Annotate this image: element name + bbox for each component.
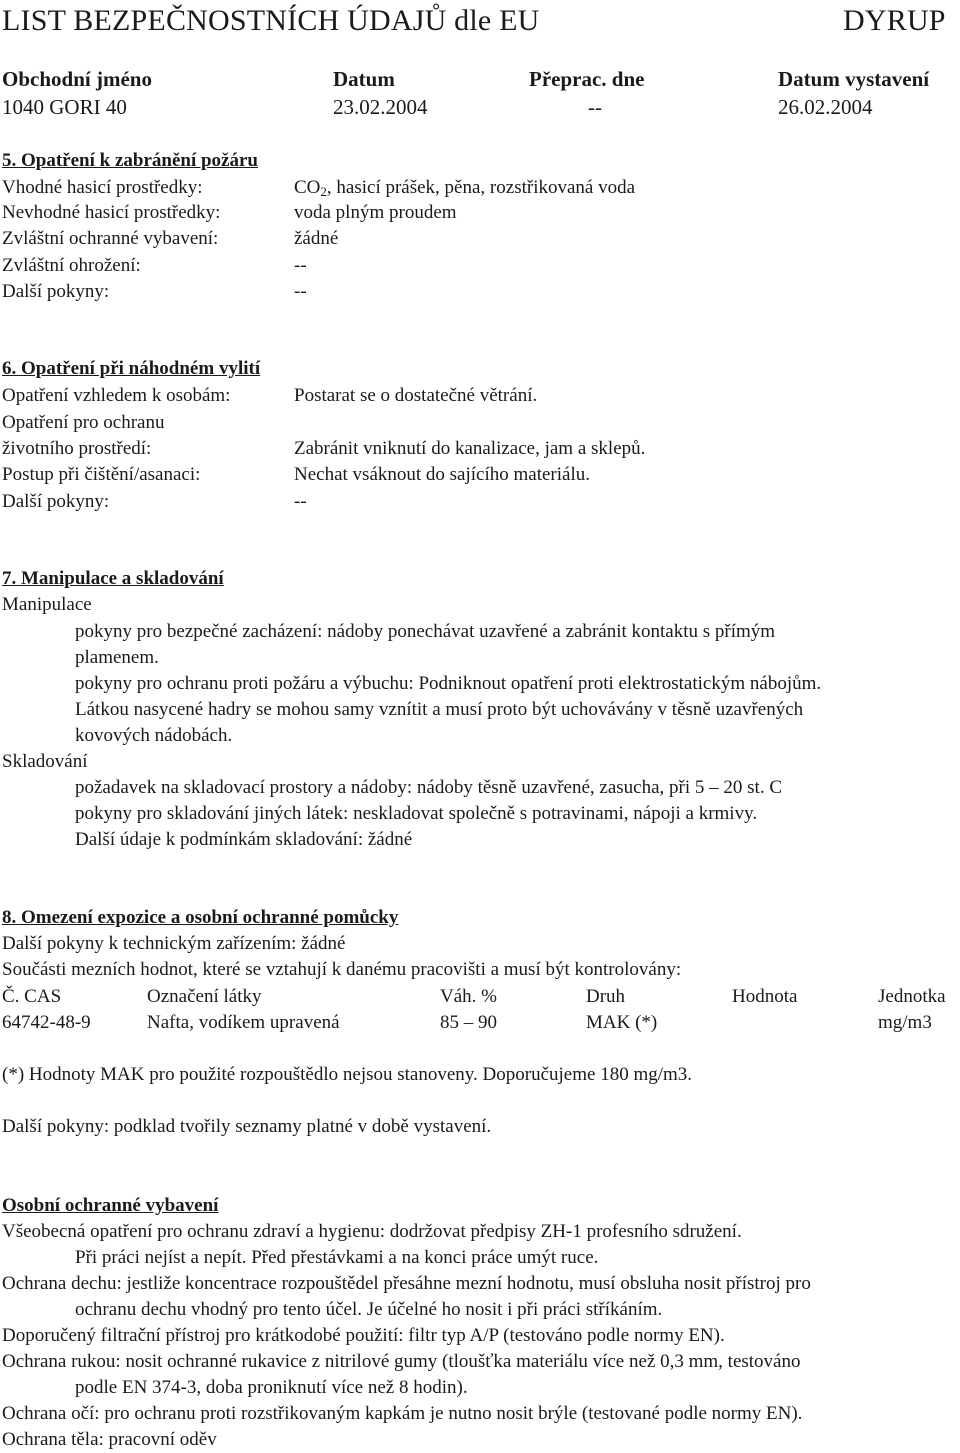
s5-row-label: Zvláštní ohrožení: — [2, 255, 141, 276]
table-header-weight: Váh. % — [440, 986, 497, 1007]
revision-date-label: Přeprac. dne — [529, 67, 645, 91]
ppe-line: Ochrana očí: pro ochranu proti rozstřikovaným kapkám je nutno nosit brýle (testované podle normy EN). — [2, 1403, 803, 1424]
section-5-heading: 5. Opatření k zabránění požáru — [2, 150, 258, 171]
s6-row-value: Zabránit vniknutí do kanalizace, jam a sklepů. — [294, 438, 646, 459]
ppe-line: ochranu dechu vhodný pro tento účel. Je účelné ho nosit i při práci stříkáním. — [75, 1299, 663, 1320]
s5-row-label: Další pokyny: — [2, 281, 110, 302]
manipulace-line: plamenem. — [75, 647, 159, 668]
s6-row-value: -- — [294, 491, 307, 512]
manipulace-line: Látkou nasycené hadry se mohou samy vznítit a musí proto být uchovávány v těsně uzavřených — [75, 699, 804, 720]
table-cell-substance: Nafta, vodíkem upravená — [147, 1012, 340, 1033]
table-cell-weight: 85 – 90 — [440, 1012, 497, 1033]
manipulace-label: Manipulace — [2, 594, 92, 615]
s5-row-value: $CO_2$, hasicí prášek, pěna, rozstřikovaná voda — [294, 177, 636, 199]
s8-line: Další pokyny k technickým zařízením: žádné — [2, 933, 346, 954]
table-header-substance: Označení látky — [147, 986, 262, 1007]
manipulace-line: kovových nádobách. — [75, 725, 233, 746]
ppe-line: podle EN 374-3, doba proniknutí více než 8 hodin). — [75, 1377, 468, 1398]
s6-row-value: Nechat vsáknout do sajícího materiálu. — [294, 464, 590, 485]
skladovani-line: požadavek na skladovací prostory a nádoby: nádoby těsně uzavřené, zasucha, při 5 – 20 st. C — [75, 777, 782, 798]
s5-row-label: Nevhodné hasicí prostředky: — [2, 202, 221, 223]
manipulace-line: pokyny pro bezpečné zacházení: nádoby ponechávat uzavřené a zabránit kontaktu s přímým — [75, 621, 776, 642]
ppe-heading: Osobní ochranné vybavení — [2, 1195, 219, 1216]
table-header-cas: Č. CAS — [2, 986, 62, 1007]
table-cell-cas: 64742-48-9 — [2, 1012, 91, 1033]
s5-row-value: žádné — [294, 228, 339, 249]
issue-date-value: 26.02.2004 — [778, 95, 873, 119]
s6-row-label: životního prostředí: — [2, 438, 152, 459]
ppe-line: Doporučený filtrační přístroj pro krátkodobé použití: filtr typ A/P (testováno podle normy EN). — [2, 1325, 725, 1346]
trade-name-label: Obchodní jméno — [2, 67, 152, 91]
s5-row-value: -- — [294, 255, 307, 276]
s5-row-label: Zvláštní ochranné vybavení: — [2, 228, 219, 249]
document-title: LIST BEZPEČNOSTNÍCH ÚDAJŮ dle EU — [2, 4, 540, 37]
s6-row-label: Postup při čištění/asanaci: — [2, 464, 201, 485]
ppe-line: Při práci nejíst a nepít. Před přestávkami a na konci práce umýt ruce. — [75, 1247, 599, 1268]
skladovani-line: pokyny pro skladování jiných látek: neskladovat společně s potravinami, nápoji a krmivy. — [75, 803, 758, 824]
date-value: 23.02.2004 — [333, 95, 428, 119]
table-cell-type: MAK (*) — [586, 1012, 658, 1033]
manipulace-line: pokyny pro ochranu proti požáru a výbuchu: Podniknout opatření proti elektrostatickým nábojům. — [75, 673, 822, 694]
date-label: Datum — [333, 67, 395, 91]
table-cell-unit: mg/m3 — [878, 1012, 932, 1033]
ppe-line: Ochrana těla: pracovní oděv — [2, 1429, 217, 1450]
ppe-line: Ochrana dechu: jestliže koncentrace rozpouštědel přesáhne mezní hodnotu, musí obsluha nosit přístroj pro — [2, 1273, 811, 1294]
issue-date-label: Datum vystavení — [778, 67, 930, 91]
s6-row-label: Další pokyny: — [2, 491, 110, 512]
s8-line: Součásti mezních hodnot, které se vztahují k danému pracovišti a musí být kontrolovány: — [2, 959, 682, 980]
table-header-unit: Jednotka — [878, 986, 946, 1007]
further-instructions: Další pokyny: podklad tvořily seznamy platné v době vystavení. — [2, 1116, 492, 1137]
mak-note: (*) Hodnoty MAK pro použité rozpouštědlo nejsou stanoveny. Doporučujeme 180 mg/m3. — [2, 1064, 693, 1085]
skladovani-label: Skladování — [2, 751, 88, 772]
revision-date-value: -- — [588, 95, 602, 119]
s5-row-label: Vhodné hasicí prostředky: — [2, 177, 203, 198]
s6-row-label: Opatření pro ochranu — [2, 412, 165, 433]
s6-row-label: Opatření vzhledem k osobám: — [2, 385, 231, 406]
trade-name-value: 1040 GORI 40 — [2, 95, 127, 119]
section-8-heading: 8. Omezení expozice a osobní ochranné pomůcky — [2, 907, 399, 928]
brand-name: DYRUP — [843, 4, 946, 37]
table-header-type: Druh — [586, 986, 626, 1007]
s5-row-value: voda plným proudem — [294, 202, 457, 223]
section-6-heading: 6. Opatření při náhodném vylití — [2, 358, 261, 379]
skladovani-line: Další údaje k podmínkám skladování: žádné — [75, 829, 413, 850]
ppe-line: Všeobecná opatření pro ochranu zdraví a hygienu: dodržovat předpisy ZH-1 profesního sdružení. — [2, 1221, 742, 1242]
table-header-value: Hodnota — [732, 986, 798, 1007]
s6-row-value: Postarat se o dostatečné větrání. — [294, 385, 538, 406]
s5-row-value: -- — [294, 281, 307, 302]
section-7-heading: 7. Manipulace a skladování — [2, 568, 224, 589]
ppe-line: Ochrana rukou: nosit ochranné rukavice z nitrilové gumy (tloušťka materiálu více než 0,3 mm, testováno — [2, 1351, 801, 1372]
